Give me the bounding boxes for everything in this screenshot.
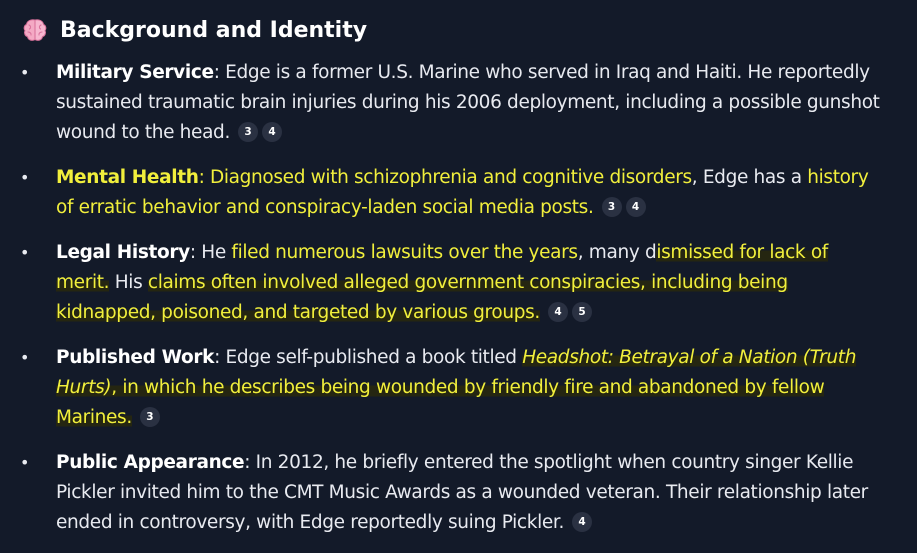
item-label: Published Work: [56, 347, 215, 368]
item-text-highlight: claims often involved alleged government conspiracies, including being kidnapped, poisoned, and targeted by various groups.: [56, 272, 788, 323]
item-sep: :: [189, 242, 196, 263]
list-item-public-appearance: [0, 448, 917, 538]
item-sep: :: [213, 62, 220, 83]
item-text-highlight: , in which he describes being wounded by friendly fire and abandoned by fellow Marines.: [56, 377, 825, 428]
bullet: •: [20, 453, 30, 472]
citation-badge[interactable]: 5: [572, 302, 592, 322]
item-text-highlight: history of erratic behavior and conspiracy-laden social media posts.: [56, 167, 869, 218]
citation-badge[interactable]: 3: [140, 407, 160, 427]
list-item-military-service: [0, 58, 917, 148]
item-text: Edge is a former U.S. Marine who served in Iraq and Haiti. He reportedly sustained traumatic brain injuries during his 2006 deployment, including a possible gunshot wound to the head.: [56, 62, 880, 143]
item-sep: :: [198, 167, 205, 188]
citation-badge[interactable]: 3: [602, 197, 622, 217]
item-label: Legal History: [56, 242, 190, 263]
item-label: Mental Health: [56, 167, 199, 188]
citation-badge[interactable]: 4: [262, 122, 282, 142]
item-text: , many d: [577, 242, 657, 263]
citation-badge[interactable]: 4: [572, 512, 592, 532]
item-text-highlight: filed numerous lawsuits over the years: [231, 242, 578, 263]
item-text: His: [109, 272, 148, 293]
item-text: In 2012, he briefly entered the spotlight when country singer Kellie Pickler invited him to the CMT Music Awards as a wounded veteran. Their relationship later ended in controversy, with Edge reportedly suing Pickler.: [56, 452, 868, 533]
bullet: •: [20, 63, 30, 82]
list-item-published-work: [0, 343, 917, 433]
bullet: •: [20, 243, 30, 262]
bullet: •: [20, 168, 30, 187]
item-label: Public Appearance: [56, 452, 245, 473]
item-sep: :: [244, 452, 251, 473]
book-title: Headshot: Betrayal of a Nation (Truth Hurts): [56, 347, 857, 398]
section-title: Background and Identity: [60, 17, 368, 43]
item-text: Edge self-published a book titled: [219, 347, 523, 368]
item-text: , Edge has a: [691, 167, 808, 188]
citation-badge[interactable]: 4: [626, 197, 646, 217]
item-sep: :: [214, 347, 220, 368]
item-list: [0, 58, 917, 553]
item-text: He: [195, 242, 232, 263]
item-text-highlight: Diagnosed with schizophrenia and cognitive disorders: [204, 167, 692, 188]
citation-badge[interactable]: 3: [238, 122, 258, 142]
item-label: Military Service: [56, 62, 214, 83]
brain-icon: [22, 17, 48, 43]
bullet: •: [20, 348, 30, 367]
section-heading: [22, 14, 367, 46]
list-item-legal-history: [0, 238, 917, 328]
list-item-mental-health: [0, 163, 917, 223]
item-text-highlight: ismissed for lack of merit.: [56, 242, 828, 293]
citation-badge[interactable]: 4: [548, 302, 568, 322]
